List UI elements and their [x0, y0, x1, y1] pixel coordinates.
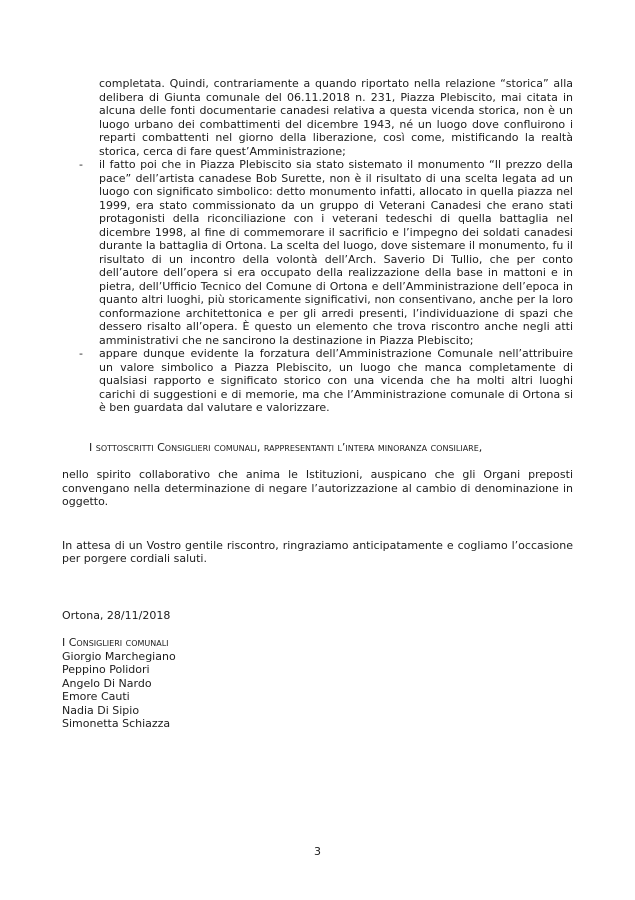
body-paragraph: nello spirito collaborativo che anima le Istituzioni, auspicano che gli Organi preposti convengano nella determinazione di negare l’autorizzazione al cambio di denominazione in oggetto.: [62, 468, 573, 508]
place-date: Ortona, 28/11/2018: [62, 608, 171, 622]
list-item-text: il fatto poi che in Piazza Plebiscito sia stato sistemato il monumento “Il prezzo della pace” dell’artista canadese Bob Surette, non è il risultato di una scelta legata ad un luogo con significato simbolico: detto monumento infatti, allocato in quella piazza nel 1999, era stato commissionato da un gruppo di Veterani Canadesi che erano stati protagonisti della riconciliazione con i veterani tedeschi di quella battaglia nel dicembre 1998, al fine di commemorare il sacrificio e l’impegno dei soldati canadesi durante la battaglia di Ortona. La scelta del luogo, dove sistemare il monumento, fu il risultato di un incontro della volontà dell’Arch. Saverio Di Tullio, che per conto dell’autore dell’opera si era occupato della realizzazione della base in mattoni e in pietra, dell’Ufficio Tecnico del Comune di Ortona e dell’Amministrazione dell’epoca in quanto altri luoghi, più storicamente significativi, non consentivano, anche per la loro conformazione architettonica e per gli arredi presenti, l’individuazione di spazi che dessero risalto all’opera. È questo un elemento che trova riscontro anche negli atti amministrativi che ne sancirono la destinazione in Piazza Plebiscito;: [99, 158, 573, 347]
signatory-name: Peppino Polidori: [62, 663, 150, 676]
signatory-name: Simonetta Schiazza: [62, 717, 171, 730]
document-content: [62, 77, 573, 731]
signatory-name: Angelo Di Nardo: [62, 676, 152, 690]
signature-block: [62, 636, 573, 731]
list-item: [62, 158, 573, 347]
list-item-marker: -: [79, 347, 83, 360]
list-continuation-paragraph: completata. Quindi, contrariamente a quando riportato nella relazione “storica” alla delibera di Giunta comunale del 06.11.2018 n. 231, Piazza Plebiscito, mai citata in alcuna delle fonti documentarie canadesi relativa a questa vicenda storica, non è un luogo urbano dei combattimenti del dicembre 1943, né un luogo dove confluirono i reparti combattenti nel giorno della liberazione, così come, mistificando la realtà storica, cerca di fare quest’Amministrazione;: [99, 77, 573, 158]
list-item-text: appare dunque evidente la forzatura dell’Amministrazione Comunale nell’attribuire un valore simbolico a Piazza Plebiscito, un luogo che manca completamente di qualsiasi rapporto e significato storico con una vicenda che ha molti altri luoghi carichi di suggestioni e di memorie, ma che l’Amministrazione comunale di Ortona si è ben guardata dal valutare e valorizzare.: [99, 347, 573, 414]
subscribers-smallcaps-line: I sottoscritti Consiglieri comunali, rappresentanti l’intera minoranza consiliare,: [89, 440, 483, 454]
closing-paragraph: In attesa di un Vostro gentile riscontro, ringraziamo anticipatamente e cogliamo l’occasione per porgere cordiali saluti.: [62, 538, 573, 565]
signatories-heading: I Consiglieri comunali: [62, 636, 169, 649]
list-item-marker: -: [79, 158, 83, 171]
signatory-name: Emore Cauti: [62, 690, 130, 703]
page-number: 3: [314, 845, 321, 858]
signatory-name: Giorgio Marchegiano: [62, 649, 176, 663]
list-item: [62, 347, 573, 415]
signatory-name: Nadia Di Sipio: [62, 703, 140, 717]
